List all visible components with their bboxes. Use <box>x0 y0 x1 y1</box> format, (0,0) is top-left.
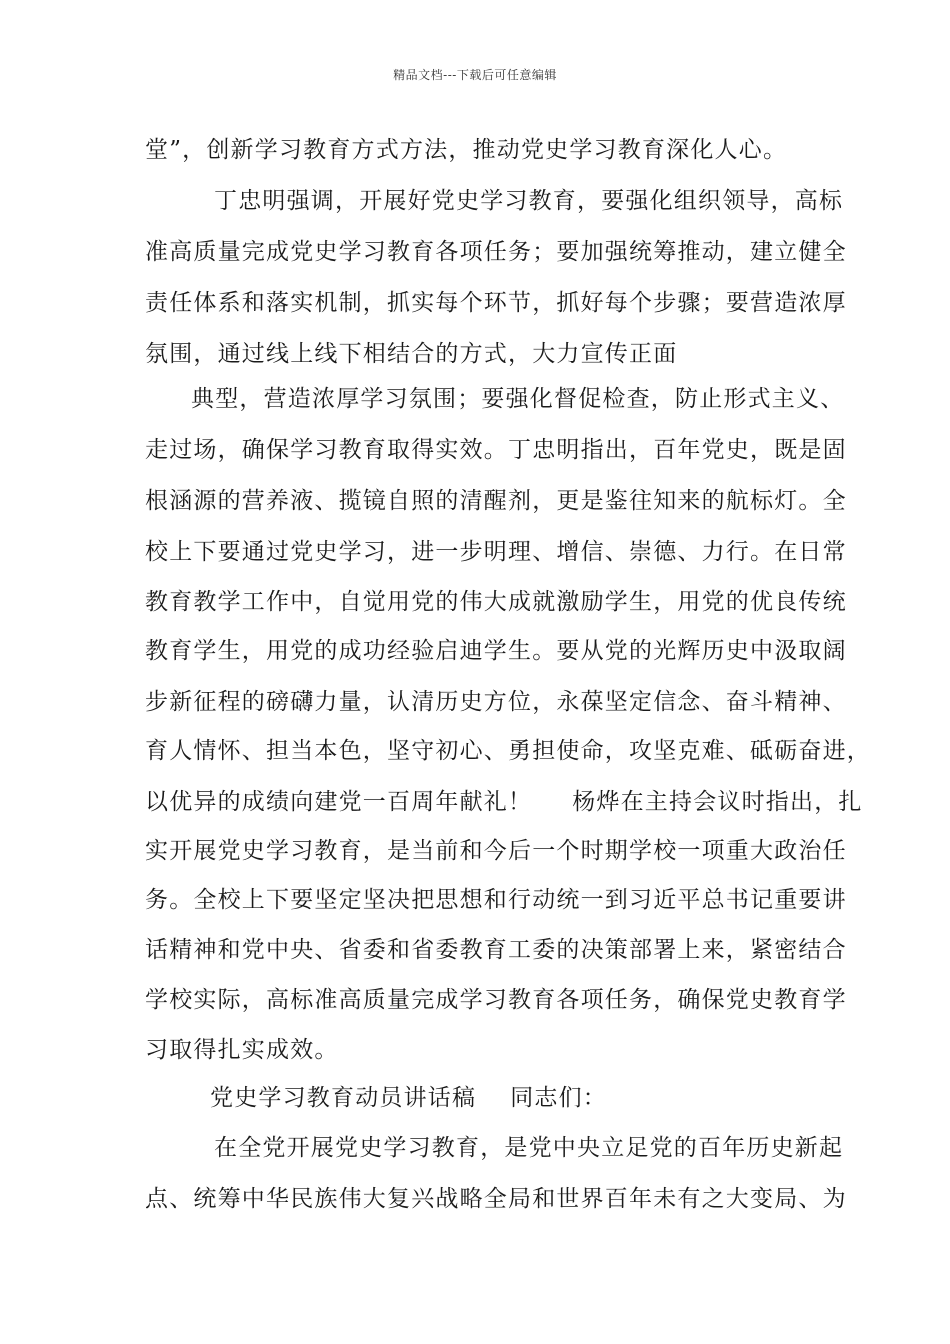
body-line: 典型，营造浓厚学习氛围；要强化督促检查，防止形式主义、 <box>191 386 845 412</box>
body-line: 话精神和党中央、省委和省委教育工委的决策部署上来，紧密结合 <box>145 937 847 963</box>
body-line: 在全党开展党史学习教育，是党中央立足党的百年历史新起 <box>214 1135 844 1161</box>
body-line: 务。全校上下要坚定坚决把思想和行动统一到习近平总书记重要讲 <box>145 887 847 913</box>
body-line <box>145 787 863 817</box>
body-line: 学校实际，高标准高质量完成学习教育各项任务，确保党史教育学 <box>145 987 847 1013</box>
speech-title: 党史学习教育动员讲话稿 <box>210 1085 477 1111</box>
body-line: 堂”，创新学习教育方式方法，推动党史学习教育深化人心。 <box>145 137 788 163</box>
body-line: 责任体系和落实机制，抓实每个环节，抓好每个步骤；要营造浓厚 <box>145 290 847 316</box>
body-line: 教育教学工作中，自觉用党的伟大成就激励学生，用党的优良传统 <box>145 589 847 615</box>
body-line: 习取得扎实成效。 <box>145 1037 339 1063</box>
body-line: 氛围，通过线上线下相结合的方式，大力宣传正面 <box>145 341 678 367</box>
body-line <box>210 1083 607 1113</box>
body-line: 准高质量完成党史学习教育各项任务；要加强统筹推动，建立健全 <box>145 239 847 265</box>
salutation: 同志们： <box>510 1085 608 1111</box>
body-line: 走过场，确保学习教育取得实效。丁忠明指出，百年党史，既是固 <box>145 437 847 463</box>
body-line: 育人情怀、担当本色，坚守初心、勇担使命，攻坚克难、砥砺奋进， <box>145 738 871 764</box>
body-line-part: 杨烨在主持会议时指出，扎 <box>572 789 863 815</box>
body-line-part: 以优异的成绩向建党一百周年献礼！ <box>145 789 533 815</box>
page-header: 精品文档---下载后可任意编辑 <box>393 68 557 82</box>
body-line: 校上下要通过党史学习，进一步明理、增信、崇德、力行。在日常 <box>145 539 847 565</box>
body-line: 步新征程的磅礴力量，认清历史方位，永葆坚定信念、奋斗精神、 <box>145 689 847 715</box>
body-line: 根涵源的营养液、揽镜自照的清醒剂，更是鉴往知来的航标灯。全 <box>145 488 847 514</box>
body-line: 教育学生，用党的成功经验启迪学生。要从党的光辉历史中汲取阔 <box>145 638 847 664</box>
body-line: 点、统筹中华民族伟大复兴战略全局和世界百年未有之大变局、为 <box>145 1186 847 1212</box>
body-line: 实开展党史学习教育，是当前和今后一个时期学校一项重大政治任 <box>145 838 847 864</box>
body-line: 丁忠明强调，开展好党史学习教育，要强化组织领导，高标 <box>214 188 844 214</box>
